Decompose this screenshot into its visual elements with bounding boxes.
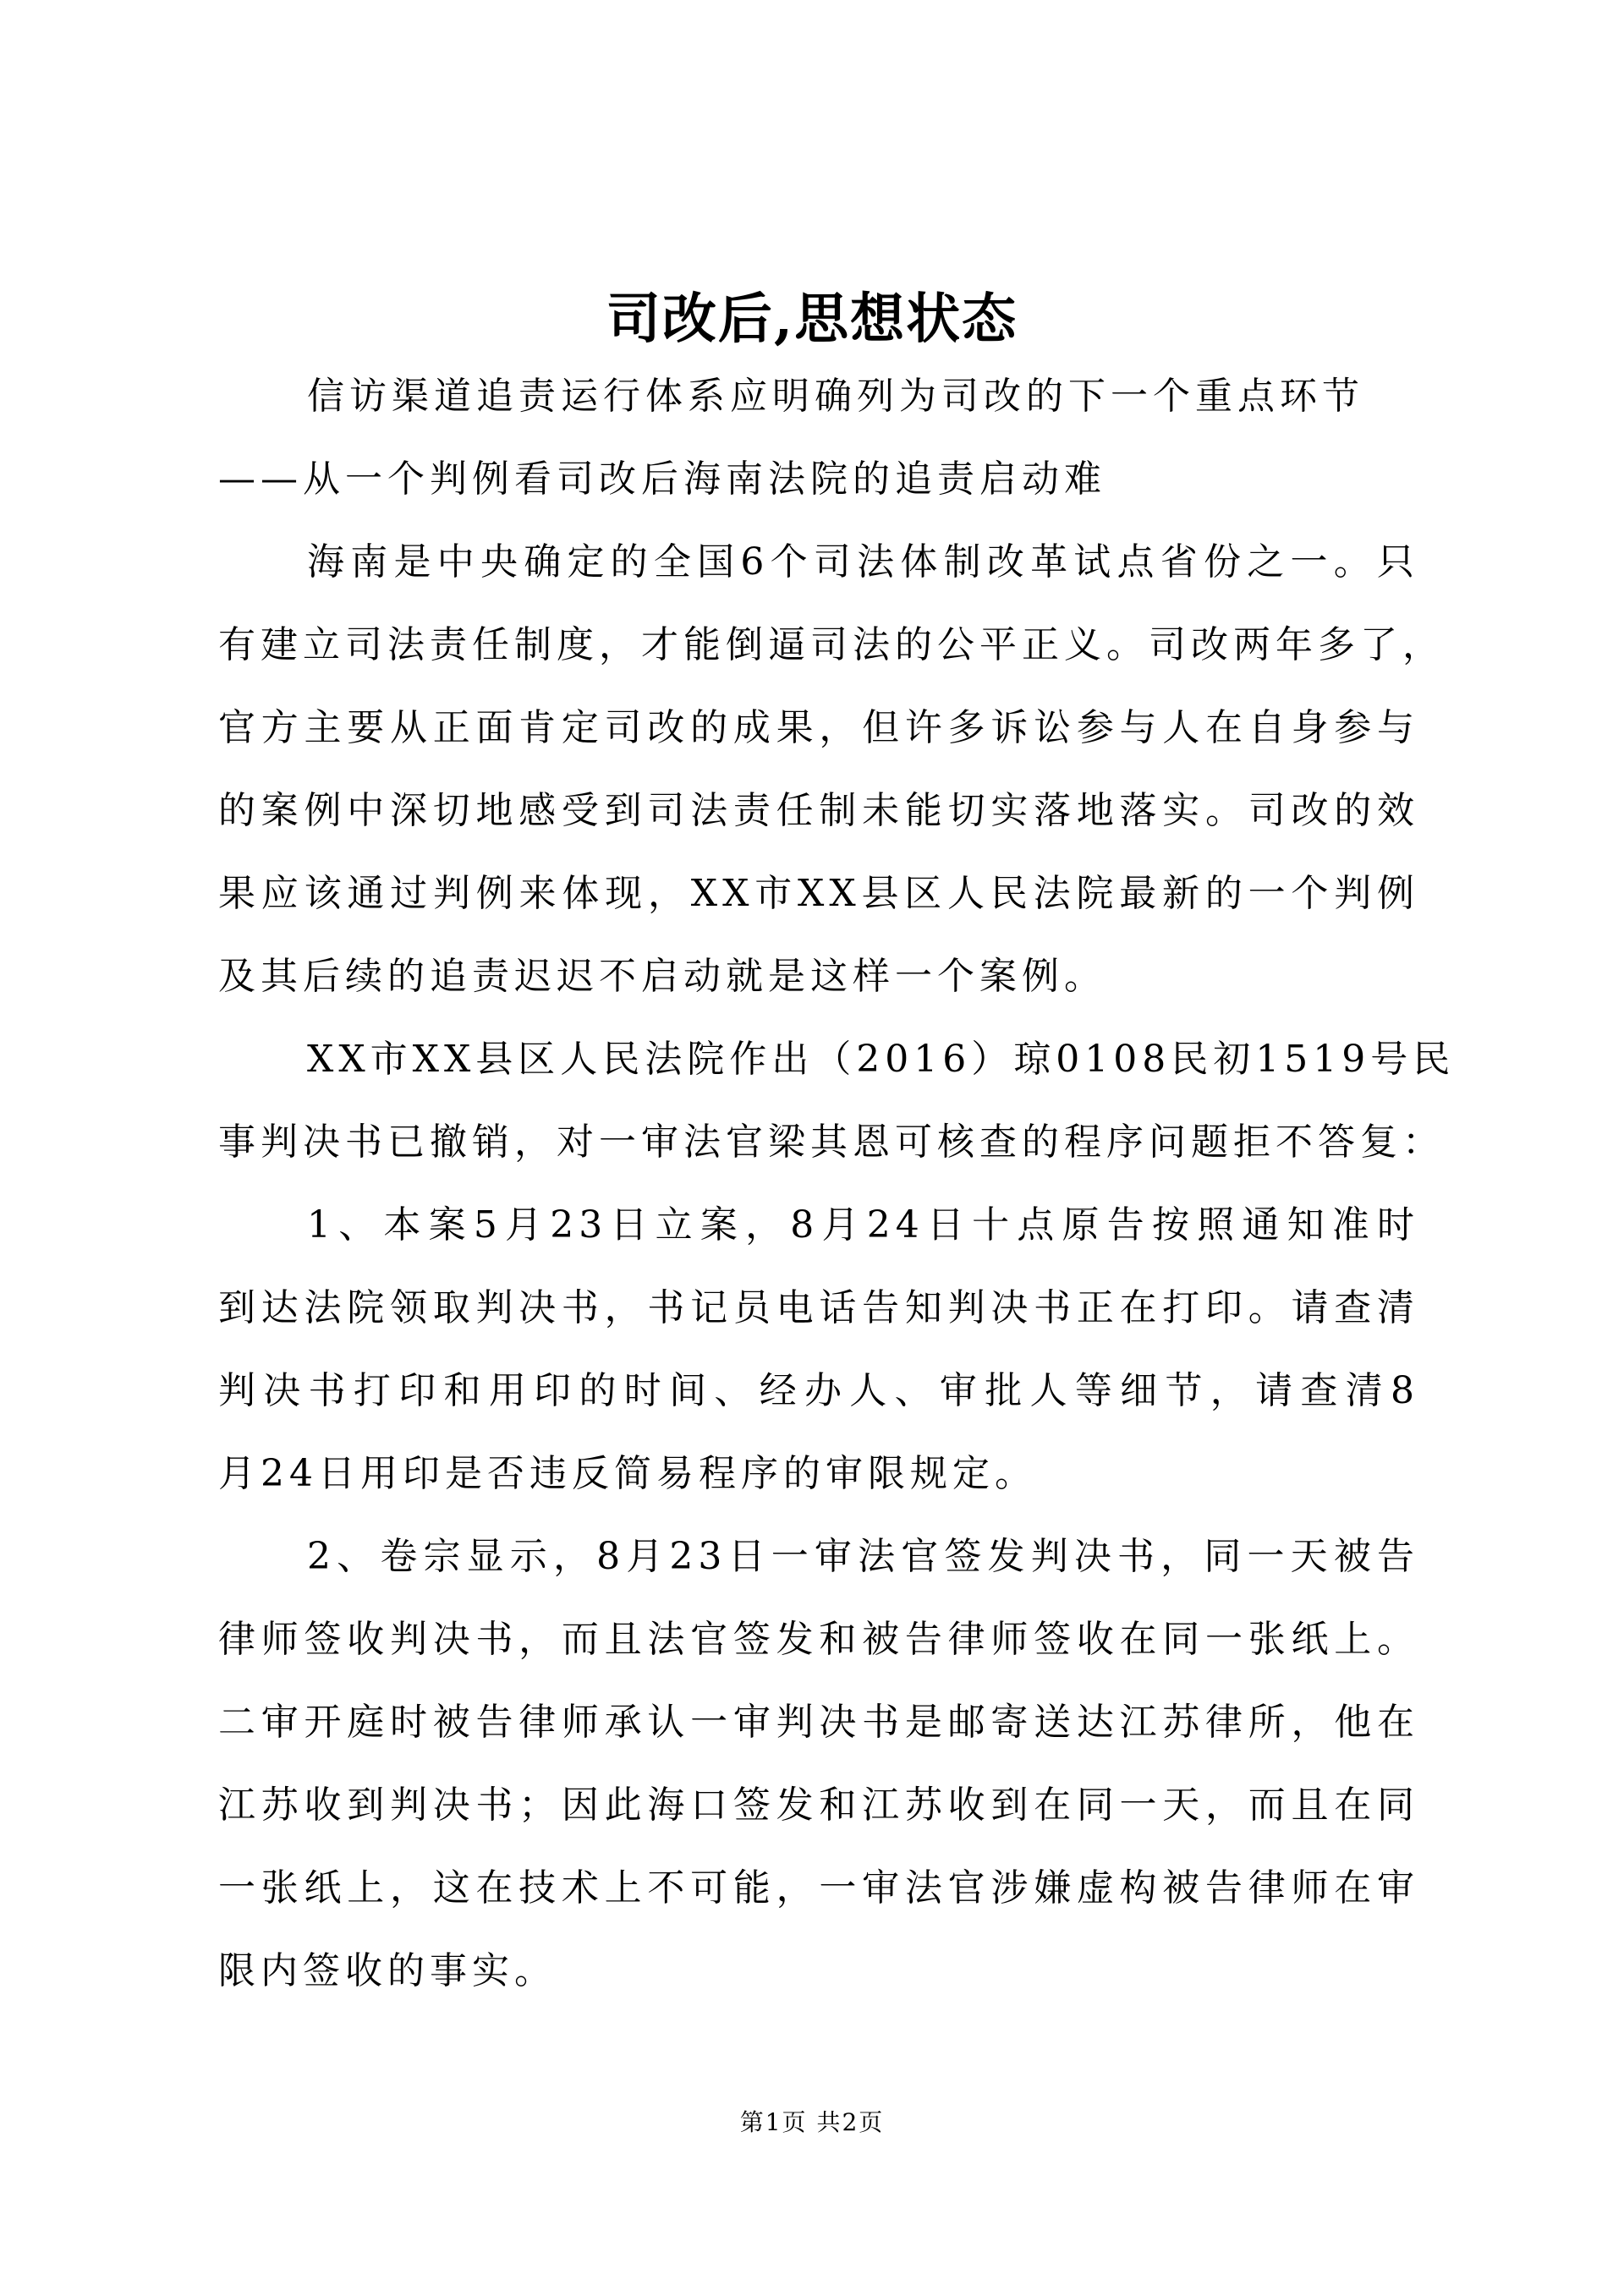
text-line: 的案例中深切地感受到司法责任制未能切实落地落实。司改的效 bbox=[218, 789, 1419, 832]
text-line: XX市XX县区人民法院作出（2016）琼0108民初1519号民 bbox=[307, 1038, 1456, 1081]
text-line: 一张纸上，这在技术上不可能，一审法官涉嫌虚构被告律师在审 bbox=[218, 1866, 1419, 1910]
subtitle-line: ——从一个判例看司改后海南法院的追责启动难 bbox=[218, 458, 1106, 501]
text-line: 2、卷宗显示，8月23日一审法官签发判决书，同一天被告 bbox=[307, 1535, 1419, 1578]
text-line: 1、本案5月23日立案，8月24日十点原告按照通知准时 bbox=[307, 1203, 1419, 1247]
text-line: 及其后续的追责迟迟不启动就是这样一个案例。 bbox=[218, 955, 1106, 998]
text-line: 限内签收的事实。 bbox=[218, 1949, 557, 1992]
text-line: 江苏收到判决书；因此海口签发和江苏收到在同一天，而且在同 bbox=[218, 1784, 1419, 1827]
text-line: 官方主要从正面肯定司改的成果，但许多诉讼参与人在自身参与 bbox=[218, 706, 1419, 749]
text-line: 月24日用印是否违反简易程序的审限规定。 bbox=[218, 1452, 1037, 1495]
text-line: 到达法院领取判决书，书记员电话告知判决书正在打印。请查清 bbox=[218, 1286, 1419, 1329]
text-line: 果应该通过判例来体现，XX市XX县区人民法院最新的一个判例 bbox=[218, 872, 1419, 915]
text-line: 事判决书已撤销，对一审法官梁其恩可核查的程序问题拒不答复： bbox=[218, 1121, 1445, 1164]
paragraph bbox=[218, 1184, 1419, 1515]
document-title: 司改后,思想状态 bbox=[606, 288, 1018, 351]
text-line: 海南是中央确定的全国6个司法体制改革试点省份之一。只 bbox=[307, 540, 1419, 584]
text-line: 二审开庭时被告律师承认一审判决书是邮寄送达江苏律所，他在 bbox=[218, 1701, 1419, 1744]
paragraph bbox=[218, 521, 1445, 1018]
subtitle-line: 信访渠道追责运行体系应明确列为司改的下一个重点环节 bbox=[307, 375, 1364, 418]
paragraph bbox=[218, 1018, 1456, 1184]
document-body bbox=[218, 355, 1456, 2013]
paragraph bbox=[218, 1515, 1419, 2013]
text-line: 律师签收判决书，而且法官签发和被告律师签收在同一张纸上。 bbox=[218, 1618, 1419, 1661]
text-line: 有建立司法责任制度，才能倒逼司法的公平正义。司改两年多了， bbox=[218, 623, 1445, 666]
page-number-footer: 第1页 共2页 bbox=[739, 2108, 885, 2136]
text-line: 判决书打印和用印的时间、经办人、审批人等细节，请查清8 bbox=[218, 1369, 1419, 1412]
